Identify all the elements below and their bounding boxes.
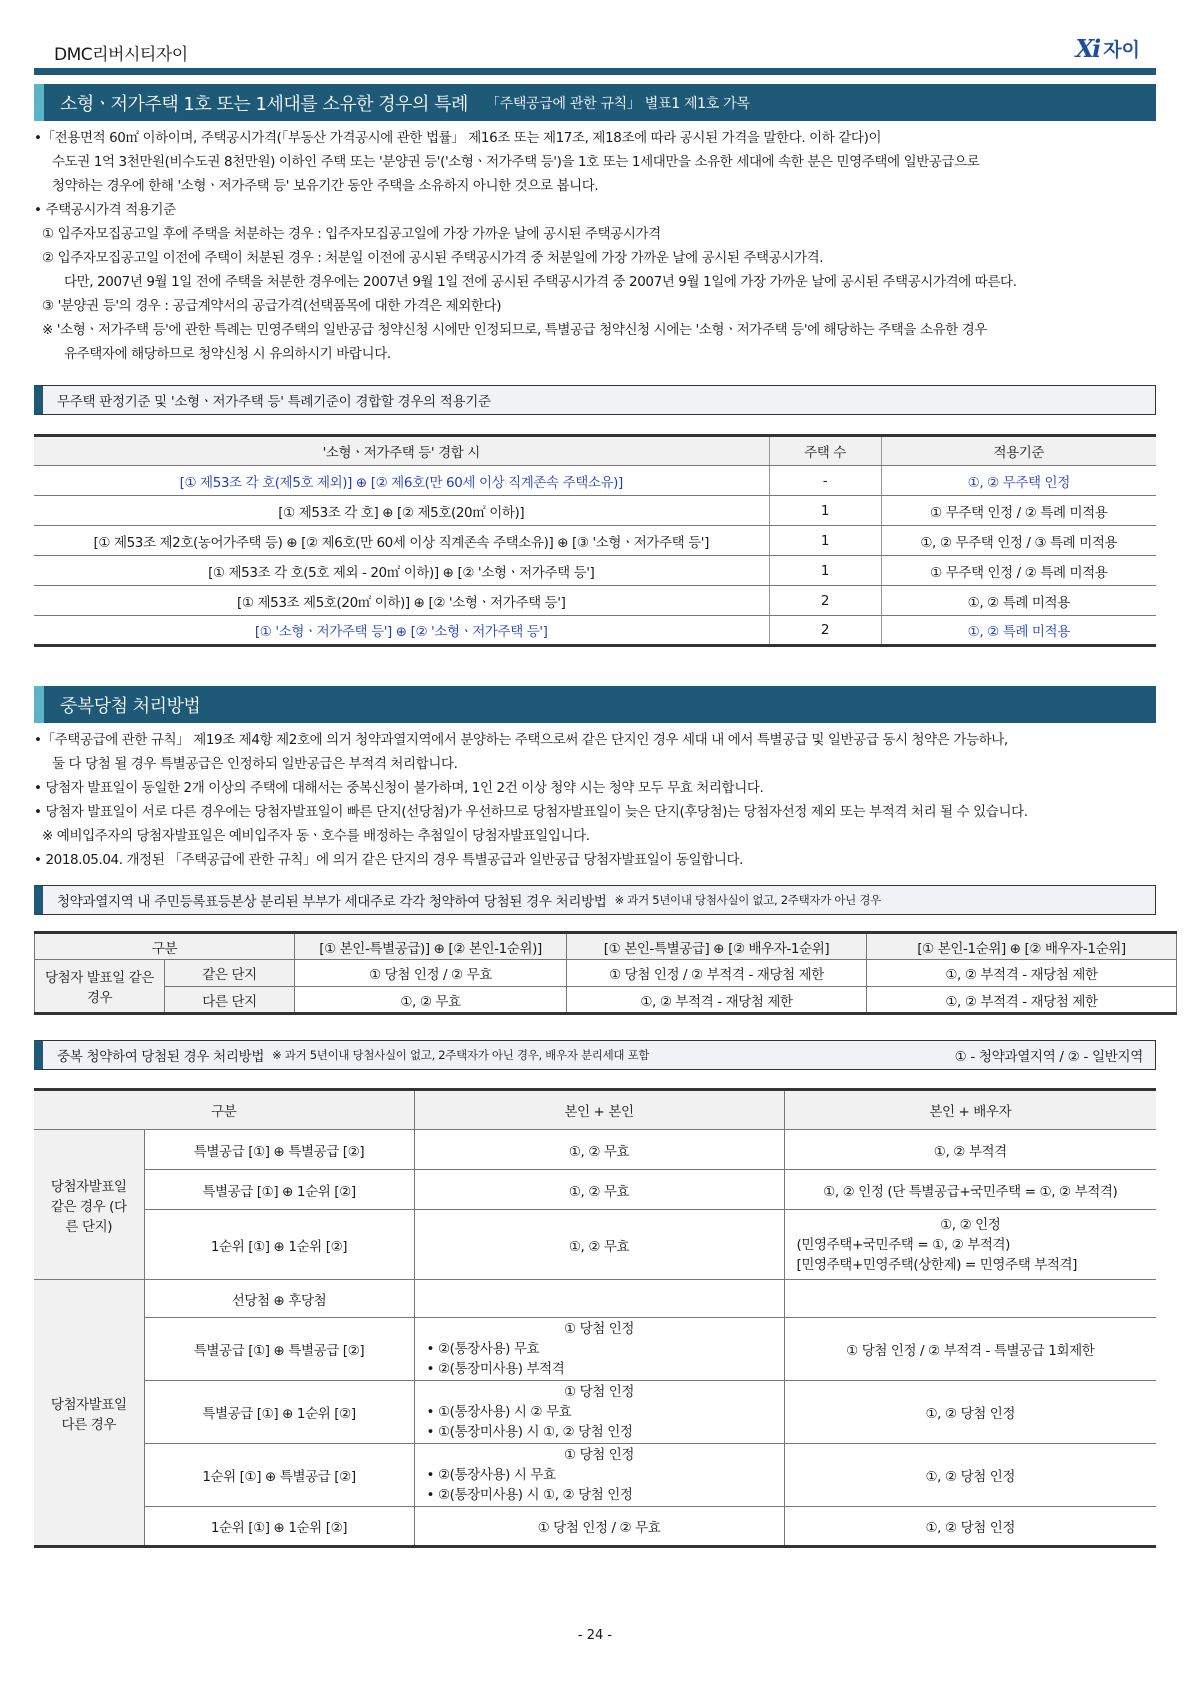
table-cell: ①, ② 무주택 인정	[881, 466, 1156, 496]
row-group-label: 당첨자 발표일 같은경우	[35, 960, 165, 1014]
subsection-title: 무주택 판정기준 및 '소형ㆍ저가주택 등' 특례기준이 경합할 경우의 적용기준	[57, 394, 491, 410]
table-row	[34, 586, 1156, 616]
cell-line: ① 당첨 인정	[563, 1384, 635, 1400]
table-cell: -	[769, 466, 881, 496]
section2-text	[34, 728, 1156, 872]
table-cell: ①, ② 당첨 인정	[784, 1507, 1156, 1547]
text-line: • 당첨자 발표일이 동일한 2개 이상의 주택에 대해서는 중복신청이 불가하며, 1인 2건 이상 청약 시는 청약 모두 무효 처리합니다.	[34, 780, 764, 796]
header-rule	[34, 68, 1156, 75]
table-cell: ①, ② 부적격	[784, 1130, 1156, 1170]
table-cell: [① 제53조 각 호(제5호 제외)] ⊕ [② 제6호(만 60세 이상 직계존속 주택소유)]	[34, 466, 769, 496]
table-cell	[784, 1280, 1156, 1318]
subsection-legend: ① - 청약과열지역 / ② - 일반지역	[954, 1049, 1143, 1065]
text-line: • 2018.05.04. 개정된 「주택공급에 관한 규칙」에 의거 같은 단지의 경우 특별공급과 일반공급 당첨자발표일이 동일합니다.	[34, 852, 743, 868]
table-cell	[414, 1318, 784, 1381]
table-row	[34, 1130, 1156, 1170]
cell-line: ① 당첨 인정	[563, 1447, 635, 1463]
row-group-label: 당첨자발표일 같은 경우 (다른 단지)	[34, 1130, 144, 1280]
table-row	[34, 616, 1156, 646]
table-cell: [① 제53조 각 호] ⊕ [② 제5호(20㎡ 이하)]	[34, 496, 769, 526]
table-cell: ①, ② 인정 (단 특별공급+국민주택 = ①, ② 부적격)	[784, 1170, 1156, 1210]
table-row	[34, 526, 1156, 556]
column-header: [① 본인-1순위] ⊕ [② 배우자-1순위]	[867, 933, 1177, 960]
text-line: 수도권 1억 3천만원(비수도권 8천만원) 이하인 주택 또는 '분양권 등'('소형ㆍ저가주택 등')을 1호 또는 1세대만을 소유한 세대에 속한 분은 민영주택에 일반공급으로	[52, 154, 980, 170]
table-header-row	[35, 933, 1177, 960]
table-cell: ① 당첨 인정 / ② 무효	[414, 1507, 784, 1547]
page-number: - 24 -	[577, 1628, 613, 1643]
row-label: 같은 단지	[165, 960, 295, 987]
text-line: ※ '소형ㆍ저가주택 등'에 관한 특례는 민영주택의 일반공급 청약신청 시에만 인정되므로, 특별공급 청약신청 시에는 '소형ㆍ저가주택 등'에 해당하는 주택을 소유한 경우	[42, 322, 988, 338]
subsection-note: ※ 과거 5년이내 당첨사실이 없고, 2주택자가 아닌 경우, 배우자 분리세대 포함	[272, 1048, 650, 1062]
table-row	[35, 960, 1177, 987]
table-row	[34, 1210, 1156, 1280]
table-cell: ①, ② 무주택 인정 / ③ 특례 미적용	[881, 526, 1156, 556]
column-header: [① 본인-특별공급] ⊕ [② 배우자-1순위]	[567, 933, 867, 960]
table-cell: ①, ② 특례 미적용	[881, 586, 1156, 616]
text-line: ① 입주자모집공고일 후에 주택을 처분하는 경우 : 입주자모집공고일에 가장 가까운 날에 공시된 주택공시가격	[42, 226, 661, 242]
competition-table	[34, 434, 1156, 647]
subsection-bar	[34, 1040, 1156, 1070]
text-line: •「주택공급에 관한 규칙」 제19조 제4항 제2호에 의거 청약과열지역에서 분양하는 주택으로써 같은 단지인 경우 세대 내 에서 특별공급 및 일반공급 동시 청약은 가능하나,	[34, 732, 1008, 748]
subsection-bar	[34, 885, 1156, 915]
row-label: 1순위 [①] ⊕ 특별공급 [②]	[144, 1444, 414, 1507]
cell-line: • ①(통장사용) 시 ② 무효	[426, 1404, 572, 1420]
cell-line: • ②(통장미사용) 시 ①, ② 당첨 인정	[426, 1487, 633, 1503]
section1-text	[34, 126, 1156, 366]
table-row	[35, 987, 1177, 1014]
section-title: 중복당첨 처리방법	[60, 695, 201, 717]
table-cell	[784, 1210, 1156, 1280]
cell-line: • ②(통장미사용) 부적격	[426, 1361, 565, 1377]
text-line: • 당첨자 발표일이 서로 다른 경우에는 당첨자발표일이 빠른 단지(선당첨)가 우선하므로 당첨자발표일이 늦은 단지(후당첨)는 당첨자선정 제외 또는 부적격 처리 될 수 있습니다.	[34, 804, 1028, 820]
row-label: 다른 단지	[165, 987, 295, 1014]
row-label: 선당첨 ⊕ 후당첨	[144, 1280, 414, 1318]
row-group-label: 당첨자발표일 다른 경우	[34, 1280, 144, 1547]
brand-name: DMC리버시티자이	[54, 45, 188, 65]
table-cell	[414, 1280, 784, 1318]
table-cell: [① 제53조 각 호(5호 제외 - 20㎡ 이하)] ⊕ [② '소형ㆍ저가주택 등']	[34, 556, 769, 586]
text-line: 둘 다 당첨 될 경우 특별공급은 인정하되 일반공급은 부적격 처리합니다.	[52, 756, 458, 772]
table-row	[34, 1170, 1156, 1210]
table-cell: ①, ② 부적격 - 재당첨 제한	[567, 987, 867, 1014]
xi-logo-mark: Xi	[1075, 33, 1100, 63]
table-cell	[414, 1444, 784, 1507]
text-line: ※ 예비입주자의 당첨자발표일은 예비입주자 동ㆍ호수를 배정하는 추첨일이 당첨자발표일입니다.	[42, 828, 590, 844]
table-cell: 1	[769, 526, 881, 556]
cell-line: ① 당첨 인정	[563, 1321, 635, 1337]
text-line: •「전용면적 60㎡ 이하이며, 주택공시가격(「부동산 가격공시에 관한 법률」 제16조 또는 제17조, 제18조에 따라 공시된 가격을 말한다. 이하 같다)이	[34, 130, 882, 146]
table-cell: [① 제53조 제5호(20㎡ 이하)] ⊕ [② '소형ㆍ저가주택 등']	[34, 586, 769, 616]
table-cell	[414, 1381, 784, 1444]
table-cell: ①, ② 당첨 인정	[784, 1381, 1156, 1444]
table-cell: ① 무주택 인정 / ② 특례 미적용	[881, 496, 1156, 526]
table-cell: ①, ② 무효	[414, 1210, 784, 1280]
table-cell: 1	[769, 556, 881, 586]
column-header: 구분	[34, 1090, 414, 1130]
table-header-row	[34, 1090, 1156, 1130]
text-line: 청약하는 경우에 한해 '소형ㆍ저가주택 등' 보유기간 동안 주택을 소유하지 아니한 것으로 봅니다.	[52, 178, 599, 194]
cell-line: ①, ② 인정	[940, 1216, 1001, 1233]
table-cell: ①, ② 부적격 - 재당첨 제한	[867, 960, 1177, 987]
text-line: ③ '분양권 등'의 경우 : 공급계약서의 공급가격(선택품목에 대한 가격은 제외한다)	[42, 298, 502, 314]
table-row	[34, 556, 1156, 586]
table-row	[34, 1318, 1156, 1381]
text-line: • 주택공시가격 적용기준	[34, 202, 176, 218]
column-header: [① 본인-특별공급)] ⊕ [② 본인-1순위)]	[295, 933, 567, 960]
table-cell: [① '소형ㆍ저가주택 등'] ⊕ [② '소형ㆍ저가주택 등']	[34, 616, 769, 646]
table-row	[34, 1507, 1156, 1547]
duplicate-win-table	[34, 1088, 1156, 1548]
table-cell: ① 무주택 인정 / ② 특례 미적용	[881, 556, 1156, 586]
table-cell: ①, ② 무효	[295, 987, 567, 1014]
section-title-bar	[34, 686, 1156, 723]
text-line: 다만, 2007년 9월 1일 전에 주택을 처분한 경우에는 2007년 9월 1일 전에 공시된 주택공시가격 중 2007년 9월 1일에 가장 가까운 날에 공시된 주택공시가격에 따른다.	[64, 274, 1017, 290]
row-label: 1순위 [①] ⊕ 1순위 [②]	[144, 1210, 414, 1280]
table-row	[34, 1381, 1156, 1444]
xi-logo-text: 자이	[1103, 38, 1140, 61]
column-header: 주택 수	[769, 436, 881, 466]
table-cell: 2	[769, 616, 881, 646]
row-label: 특별공급 [①] ⊕ 특별공급 [②]	[144, 1130, 414, 1170]
section-subtitle: 「주택공급에 관한 규칙」 별표1 제1호 가목	[485, 95, 750, 112]
cell-line: • ①(통장미사용) 시 ①, ② 당첨 인정	[426, 1424, 633, 1440]
table-row	[34, 1444, 1156, 1507]
cell-line: • ②(통장사용) 시 무효	[426, 1467, 556, 1483]
subsection-bar	[34, 385, 1156, 415]
table-cell: ①, ② 부적격 - 재당첨 제한	[867, 987, 1177, 1014]
table-cell: ①, ② 당첨 인정	[784, 1444, 1156, 1507]
column-header: 적용기준	[881, 436, 1156, 466]
column-header: 구분	[35, 933, 295, 960]
subsection-title: 청약과열지역 내 주민등록표등본상 분리된 부부가 세대주로 각각 청약하여 당첨된 경우 처리방법	[57, 894, 607, 910]
table-row	[34, 1280, 1156, 1318]
row-label: 특별공급 [①] ⊕ 특별공급 [②]	[144, 1318, 414, 1381]
text-line: 유주택자에 해당하므로 청약신청 시 유의하시기 바랍니다.	[64, 346, 391, 362]
couple-table	[34, 931, 1177, 1015]
subsection-title: 중복 청약하여 당첨된 경우 처리방법	[57, 1049, 265, 1065]
table-cell: 2	[769, 586, 881, 616]
row-label: 특별공급 [①] ⊕ 1순위 [②]	[144, 1381, 414, 1444]
table-row	[34, 466, 1156, 496]
table-cell: ①, ② 무효	[414, 1170, 784, 1210]
cell-line: [민영주택+민영주택(상한제) = 민영주택 부적격]	[796, 1256, 1078, 1273]
section-title: 소형ㆍ저가주택 1호 또는 1세대를 소유한 경우의 특례	[60, 93, 468, 115]
table-cell: ①, ② 무효	[414, 1130, 784, 1170]
table-cell: ① 당첨 인정 / ② 부적격 - 특별공급 1회제한	[784, 1318, 1156, 1381]
table-cell: ①, ② 특례 미적용	[881, 616, 1156, 646]
table-row	[34, 496, 1156, 526]
table-cell: [① 제53조 제2호(농어가주택 등) ⊕ [② 제6호(만 60세 이상 직계존속 주택소유)] ⊕ [③ '소형ㆍ저가주택 등']	[34, 526, 769, 556]
table-cell: ① 당첨 인정 / ② 무효	[295, 960, 567, 987]
section-title-bar	[34, 84, 1156, 121]
column-header: 본인 + 배우자	[784, 1090, 1156, 1130]
column-header: '소형ㆍ저가주택 등' 경합 시	[34, 436, 769, 466]
row-label: 특별공급 [①] ⊕ 1순위 [②]	[144, 1170, 414, 1210]
xi-logo	[1076, 30, 1140, 66]
table-cell: ① 당첨 인정 / ② 부적격 - 재당첨 제한	[567, 960, 867, 987]
row-label: 1순위 [①] ⊕ 1순위 [②]	[144, 1507, 414, 1547]
cell-line: • ②(통장사용) 무효	[426, 1341, 540, 1357]
table-cell: 1	[769, 496, 881, 526]
cell-line: (민영주택+국민주택 = ①, ② 부적격)	[796, 1236, 1010, 1253]
column-header: 본인 + 본인	[414, 1090, 784, 1130]
table-header-row	[34, 436, 1156, 466]
subsection-note: ※ 과거 5년이내 당첨사실이 없고, 2주택자가 아닌 경우	[614, 893, 881, 907]
text-line: ② 입주자모집공고일 이전에 주택이 처분된 경우 : 처분일 이전에 공시된 주택공시가격 중 처분일에 가장 가까운 날에 공시된 주택공시가격.	[42, 250, 824, 266]
